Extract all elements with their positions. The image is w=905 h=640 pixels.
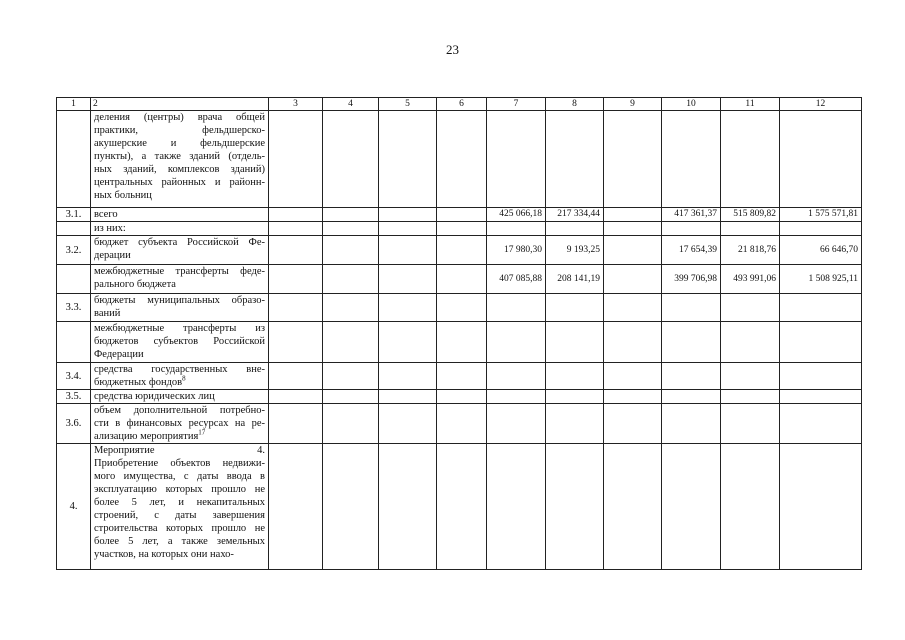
value-cell-col7 [487,111,546,208]
description-line [94,548,265,561]
table-row [57,444,862,570]
footnote-marker: 17 [198,428,206,437]
value-cell-col9 [604,222,662,236]
column-header: 7 [487,98,546,111]
value-cell-col7 [487,294,546,322]
value-cell-col12: 1 575 571,81 [780,208,862,222]
description-line [94,444,265,457]
description-line [94,322,265,335]
description-text: объем дополнительной потребно- [94,405,265,416]
row-number: 3.3. [57,294,91,322]
value-cell-col7: 407 085,88 [487,265,546,294]
value-cell-col6 [437,390,487,404]
row-description [91,363,269,390]
description-line [94,404,265,417]
value-cell-col7 [487,322,546,363]
table-row [57,294,862,322]
row-description [91,294,269,322]
row-number: 3.4. [57,363,91,390]
page-number: 23 [446,42,459,57]
column-header: 11 [721,98,780,111]
table-row [57,222,862,236]
description-line [94,390,265,403]
value-cell-col4 [323,444,379,570]
value-cell-col8 [546,390,604,404]
table-row [57,404,862,444]
value-cell-col8 [546,294,604,322]
value-cell-col4 [323,265,379,294]
description-line [94,430,265,443]
row-description [91,390,269,404]
value-cell-col7 [487,444,546,570]
value-cell-col3 [269,236,323,265]
value-cell-col3 [269,444,323,570]
description-line [94,335,265,348]
value-cell-col6 [437,222,487,236]
value-cell-col6 [437,111,487,208]
description-line [94,348,265,361]
description-text: бюджет субъекта Российской Фе- [94,237,265,248]
table-row [57,322,862,363]
value-cell-col8 [546,404,604,444]
value-cell-col5 [379,390,437,404]
column-header: 6 [437,98,487,111]
value-cell-col4 [323,294,379,322]
description-line [94,278,265,291]
value-cell-col12 [780,322,862,363]
description-line [94,137,265,150]
value-cell-col6 [437,294,487,322]
value-cell-col10 [662,322,721,363]
value-cell-col8 [546,222,604,236]
value-cell-col11 [721,363,780,390]
value-cell-col10 [662,390,721,404]
row-description [91,208,269,222]
description-line [94,376,265,389]
description-text: акушерские и фельдшерские [94,138,265,149]
row-description [91,222,269,236]
value-cell-col12 [780,111,862,208]
value-cell-col9 [604,294,662,322]
value-cell-col10: 399 706,98 [662,265,721,294]
value-cell-col9 [604,322,662,363]
value-cell-col11 [721,404,780,444]
description-line [94,363,265,376]
value-cell-col5 [379,294,437,322]
value-cell-col3 [269,363,323,390]
value-cell-col5 [379,111,437,208]
description-line [94,150,265,163]
value-cell-col12: 66 646,70 [780,236,862,265]
value-cell-col8 [546,322,604,363]
value-cell-col5 [379,265,437,294]
value-cell-col3 [269,265,323,294]
description-text: межбюджетные трансферты из [94,323,265,334]
value-cell-col11 [721,294,780,322]
value-cell-col5 [379,322,437,363]
row-number: 3.1. [57,208,91,222]
description-line [94,163,265,176]
row-description [91,444,269,570]
value-cell-col8 [546,363,604,390]
row-number: 4. [57,444,91,570]
column-header: 10 [662,98,721,111]
value-cell-col3 [269,208,323,222]
description-text: ных зданий, комплексов зданий) [94,164,265,175]
description-line [94,176,265,189]
description-text: дерации [94,250,131,261]
value-cell-col3 [269,111,323,208]
value-cell-col5 [379,208,437,222]
description-text: ализацию мероприятия [94,431,199,442]
description-text: строительства которых прошло не [94,523,265,534]
description-text: бюджетных фондов [94,377,183,388]
value-cell-col7 [487,222,546,236]
value-cell-col8 [546,111,604,208]
value-cell-col8 [546,444,604,570]
value-cell-col6 [437,363,487,390]
description-text: более 5 лет, а также земельных [94,536,265,547]
description-line [94,208,265,221]
value-cell-col9 [604,236,662,265]
description-line [94,111,265,124]
row-number [57,111,91,208]
value-cell-col6 [437,322,487,363]
description-text: эксплуатацию которых прошло не [94,484,265,495]
row-description [91,236,269,265]
row-description [91,265,269,294]
description-line [94,483,265,496]
description-line [94,509,265,522]
table-row [57,363,862,390]
value-cell-col5 [379,444,437,570]
value-cell-col7: 17 980,30 [487,236,546,265]
value-cell-col3 [269,294,323,322]
value-cell-col9 [604,363,662,390]
value-cell-col8: 9 193,25 [546,236,604,265]
value-cell-col10 [662,111,721,208]
value-cell-col12: 1 508 925,11 [780,265,862,294]
value-cell-col6 [437,265,487,294]
value-cell-col7: 425 066,18 [487,208,546,222]
row-number [57,222,91,236]
value-cell-col11 [721,222,780,236]
row-number [57,265,91,294]
description-text: средства государственных вне- [94,364,265,375]
value-cell-col10 [662,363,721,390]
value-cell-col4 [323,222,379,236]
table-header-row [57,98,862,111]
value-cell-col4 [323,363,379,390]
column-header: 9 [604,98,662,111]
row-number: 3.6. [57,404,91,444]
value-cell-col4 [323,236,379,265]
value-cell-col11: 21 818,76 [721,236,780,265]
description-line [94,535,265,548]
value-cell-col12 [780,222,862,236]
value-cell-col11 [721,111,780,208]
description-line [94,457,265,470]
description-text: более 5 лет, и некапитальных [94,497,265,508]
value-cell-col7 [487,363,546,390]
value-cell-col12 [780,363,862,390]
value-cell-col5 [379,222,437,236]
value-cell-col10: 17 654,39 [662,236,721,265]
column-header: 4 [323,98,379,111]
description-text: мого имущества, с даты ввода в [94,471,265,482]
description-text: Федерации [94,349,144,360]
value-cell-col9 [604,111,662,208]
column-header: 8 [546,98,604,111]
description-text: бюджеты муниципальных образо- [94,295,265,306]
value-cell-col10 [662,294,721,322]
description-text: участков, на которых они нахо- [94,549,234,560]
value-cell-col10 [662,444,721,570]
value-cell-col7 [487,390,546,404]
description-text: Приобретение объектов недвижи- [94,458,265,469]
table-row [57,390,862,404]
value-cell-col4 [323,404,379,444]
value-cell-col10 [662,404,721,444]
description-text: бюджетов субъектов Российской [94,336,265,347]
value-cell-col3 [269,222,323,236]
description-text: Мероприятие 4. [94,445,265,456]
value-cell-col9 [604,265,662,294]
description-line [94,265,265,278]
description-line [94,222,265,235]
column-header: 2 [91,98,269,111]
value-cell-col7 [487,404,546,444]
value-cell-col6 [437,444,487,570]
value-cell-col4 [323,322,379,363]
value-cell-col9 [604,208,662,222]
description-text: всего [94,209,118,220]
table-row [57,208,862,222]
footnote-marker: 8 [182,374,186,383]
row-number: 3.2. [57,236,91,265]
row-description [91,111,269,208]
value-cell-col8: 217 334,44 [546,208,604,222]
value-cell-col8: 208 141,19 [546,265,604,294]
budget-table [56,97,862,570]
value-cell-col12 [780,294,862,322]
description-text: строений, с даты завершения [94,510,265,521]
value-cell-col12 [780,444,862,570]
description-line [94,189,265,202]
value-cell-col11 [721,322,780,363]
value-cell-col12 [780,404,862,444]
description-line [94,249,265,262]
description-text: ваний [94,308,121,319]
description-text: ных больниц [94,190,152,201]
description-text: пункты), а также зданий (отдель- [94,151,265,162]
value-cell-col5 [379,363,437,390]
description-text: межбюджетные трансферты феде- [94,266,265,277]
value-cell-col10 [662,222,721,236]
value-cell-col11: 515 809,82 [721,208,780,222]
value-cell-col5 [379,404,437,444]
value-cell-col4 [323,111,379,208]
column-header: 12 [780,98,862,111]
value-cell-col11 [721,444,780,570]
value-cell-col6 [437,404,487,444]
value-cell-col9 [604,404,662,444]
table-row [57,111,862,208]
row-description [91,322,269,363]
description-text: средства юридических лиц [94,391,215,402]
row-number [57,322,91,363]
description-line [94,470,265,483]
value-cell-col6 [437,208,487,222]
table-row [57,236,862,265]
description-line [94,307,265,320]
column-header: 1 [57,98,91,111]
description-text: из них: [94,223,126,234]
value-cell-col11: 493 991,06 [721,265,780,294]
column-header: 3 [269,98,323,111]
column-header: 5 [379,98,437,111]
description-line [94,496,265,509]
description-line [94,522,265,535]
value-cell-col12 [780,390,862,404]
value-cell-col9 [604,444,662,570]
value-cell-col3 [269,404,323,444]
row-number: 3.5. [57,390,91,404]
description-text: рального бюджета [94,279,176,290]
value-cell-col4 [323,390,379,404]
value-cell-col5 [379,236,437,265]
value-cell-col4 [323,208,379,222]
value-cell-col3 [269,322,323,363]
description-text: практики, фельдшерско- [94,125,265,136]
row-description [91,404,269,444]
description-text: сти в финансовых ресурсах на ре- [94,418,265,429]
description-text: деления (центры) врача общей [94,112,265,123]
table-row [57,265,862,294]
value-cell-col3 [269,390,323,404]
description-line [94,417,265,430]
description-line [94,236,265,249]
description-text: центральных районных и районн- [94,177,265,188]
value-cell-col9 [604,390,662,404]
value-cell-col10: 417 361,37 [662,208,721,222]
description-line [94,294,265,307]
value-cell-col11 [721,390,780,404]
description-line [94,124,265,137]
value-cell-col6 [437,236,487,265]
